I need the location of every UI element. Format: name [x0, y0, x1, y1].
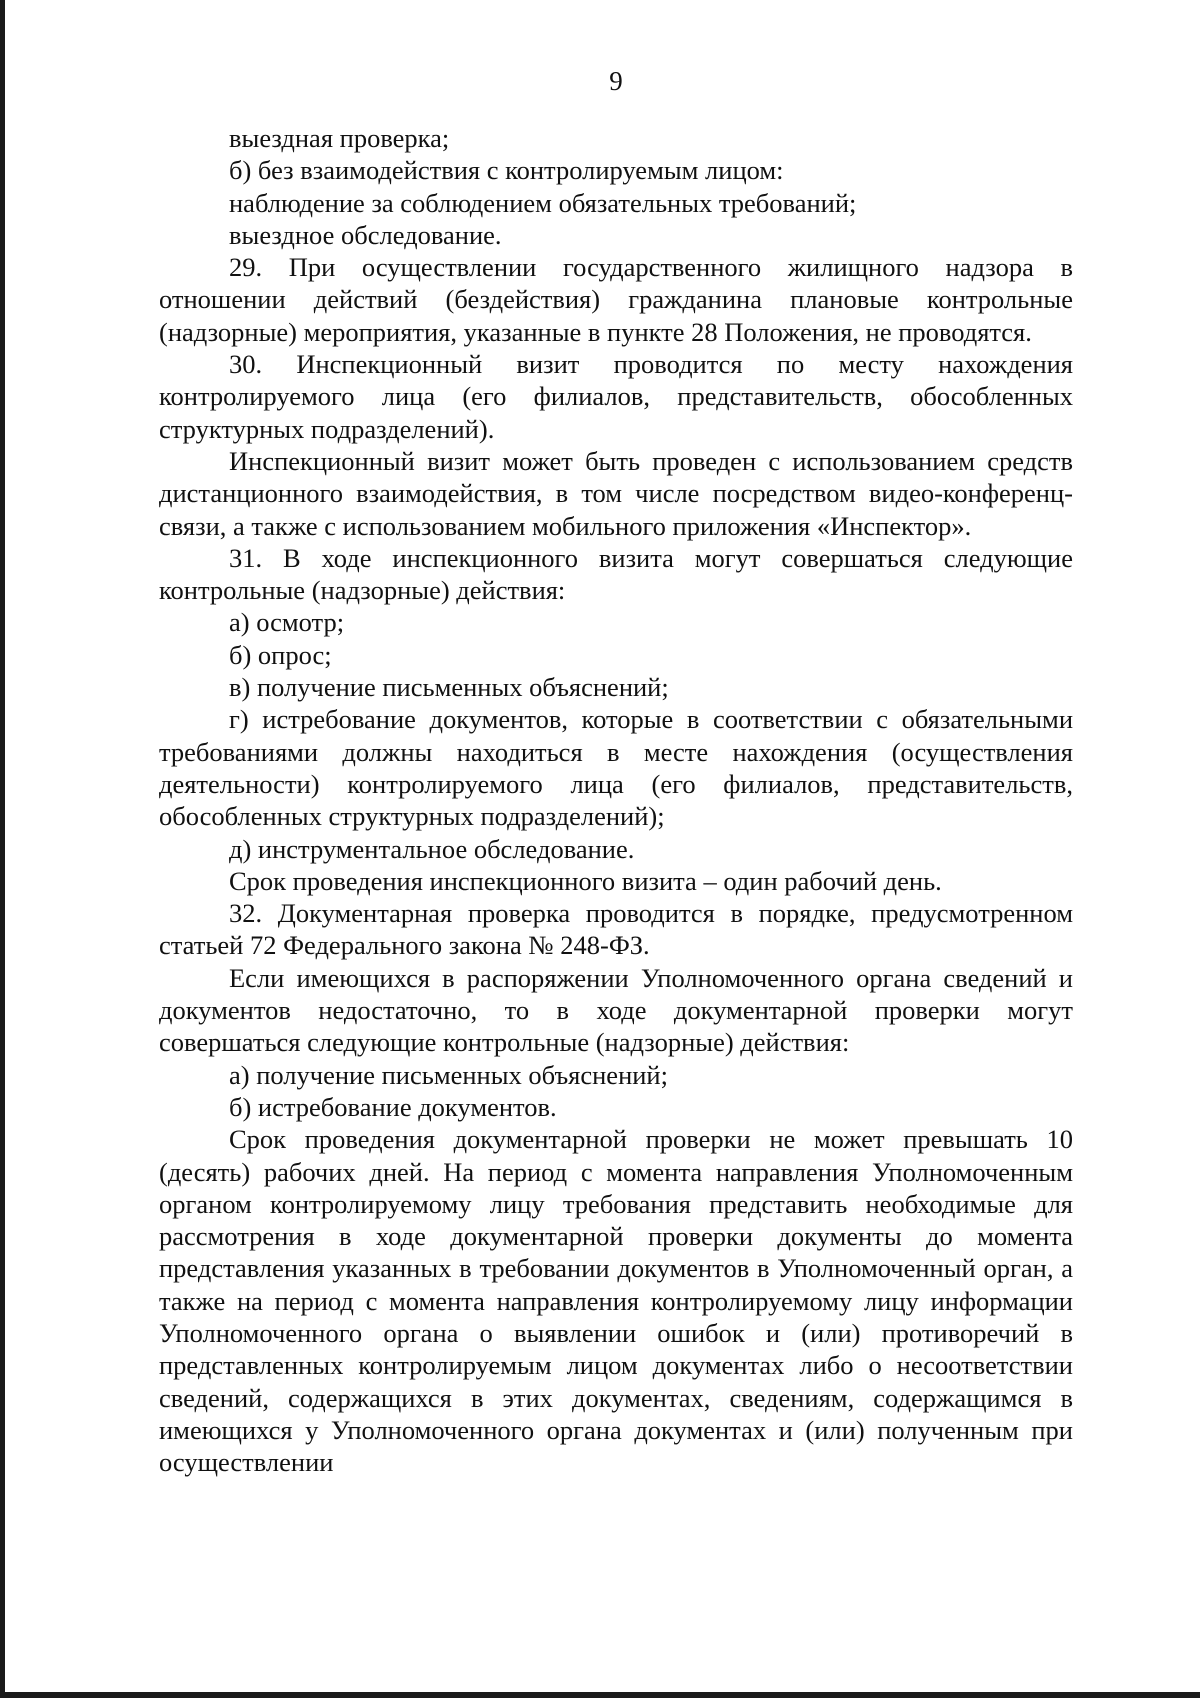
paragraph: Если имеющихся в распоряжении Уполномоченного органа сведений и документов недостаточно, то в ходе документарной проверки могут совершаться следующие контрольные (надзорные) действия: [159, 962, 1073, 1058]
paragraph: 29. При осуществлении государственного жилищного надзора в отношении действий (бездействия) гражданина плановые контрольные (надзорные) мероприятия, указанные в пункте 28 Положения, не проводятся. [159, 252, 1073, 347]
paragraph: а) получение письменных объяснений; [229, 1059, 668, 1090]
paragraph: выездное обследование. [229, 219, 502, 250]
scan-edge-bottom [0, 1692, 1200, 1698]
paragraph: д) инструментальное обследование. [229, 833, 635, 864]
paragraph: б) опрос; [229, 639, 332, 670]
paragraph: Срок проведения документарной проверки не может превышать 10 (десять) рабочих дней. На период с момента направления Уполномоченным органом контролируемому лицу требования представить необходимые для рассмотрения в ходе документарной проверки документы до момента представления указанных в требовании документов в Уполномоченный орган, а также на период с момента направления контролируемому лицу информации Уполномоченного органа о выявлении ошибок и (или) противоречий в представленных контролируемым лицом документах либо о несоответствии сведений, содержащихся в этих документах, сведениям, содержащимся в имеющихся у Уполномоченного органа документах и (или) полученным при осуществлении [159, 1124, 1073, 1478]
paragraph: б) без взаимодействия с контролируемым лицом: [229, 155, 784, 186]
paragraph: Инспекционный визит может быть проведен с использованием средств дистанционного взаимодействия, в том числе посредством видео-конференц-связи, а также с использованием мобильного приложения «Инспектор». [159, 445, 1073, 541]
document-body [159, 122, 1073, 1478]
paragraph: выездная проверка; [229, 123, 450, 153]
paragraph: а) осмотр; [229, 607, 345, 638]
paragraph: наблюдение за соблюдением обязательных требований; [229, 187, 857, 218]
paragraph: г) истребование документов, которые в соответствии с обязательными требованиями должны находиться в месте нахождения (осуществления деятельности) контролируемого лица (его филиалов, представительств, обособленных структурных подразделений); [159, 704, 1073, 832]
paragraph: 31. В ходе инспекционного визита могут совершаться следующие контрольные (надзорные) действия: [159, 542, 1073, 606]
paragraph: б) истребование документов. [229, 1091, 557, 1122]
scan-edge-left [0, 0, 5, 1698]
paragraph: Срок проведения инспекционного визита – один рабочий день. [229, 865, 942, 896]
paragraph: 30. Инспекционный визит проводится по месту нахождения контролируемого лица (его филиалов, представительств, обособленных структурных подразделений). [159, 349, 1073, 444]
page-number: 9 [609, 66, 623, 96]
paragraph: 32. Документарная проверка проводится в порядке, предусмотренном статьей 72 Федерального закона № 248-ФЗ. [159, 898, 1073, 961]
paragraph: в) получение письменных объяснений; [229, 672, 669, 703]
